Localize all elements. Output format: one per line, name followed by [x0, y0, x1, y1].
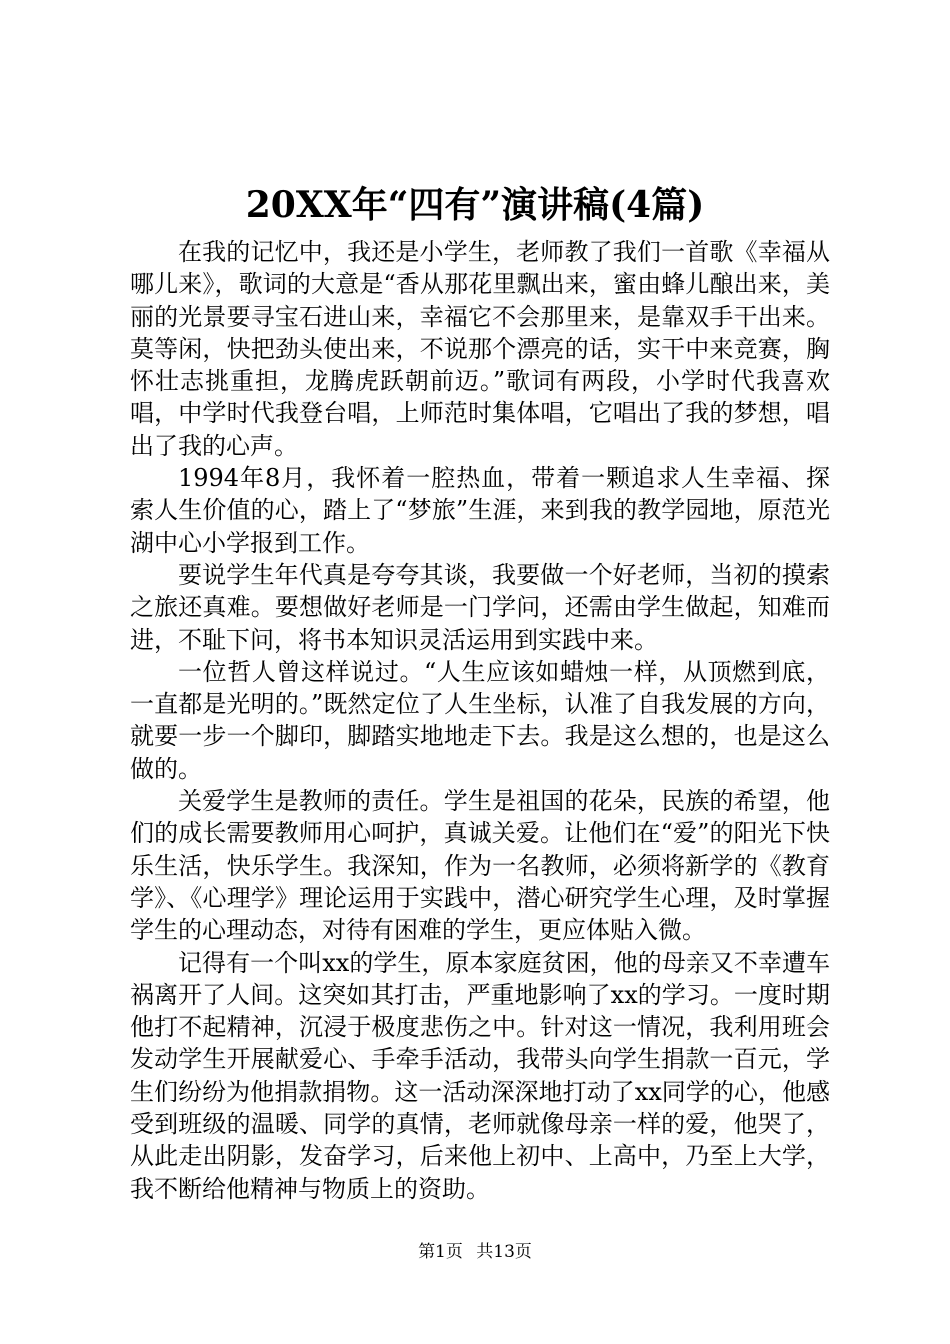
total-pages: 共13页: [476, 1242, 532, 1262]
paragraph-2: 1994年8月，我怀着一腔热血，带着一颗追求人生幸福、探索人生价值的心，踏上了“梦旅”生涯，来到我的教学园地，原范光湖中心小学报到工作。: [130, 464, 830, 557]
document-title: 20XX年“四有”演讲稿(4篇): [245, 184, 705, 226]
document-body: [130, 236, 830, 1205]
paragraph-5: 关爱学生是教师的责任。学生是祖国的花朵，民族的希望，他们的成长需要教师用心呵护，真诚关爱。让他们在“爱”的阳光下快乐生活，快乐学生。我深知，作为一名教师，必须将新学的《教育学》、《心理学》理论运用于实践中，潜心研究学生心理，及时掌握学生的心理动态，对待有困难的学生，更应体贴入微。: [130, 787, 830, 945]
page-number: 第1页: [418, 1242, 463, 1262]
paragraph-1: 在我的记忆中，我还是小学生，老师教了我们一首歌《幸福从哪儿来》，歌词的大意是“香从那花里飘出来，蜜由蜂儿酿出来，美丽的光景要寻宝石进山来，幸福它不会那里来，是靠双手干出来。莫等闲，快把劲头使出来，不说那个漂亮的话，实干中来竞赛，胸怀壮志挑重担，龙腾虎跃朝前迈。”歌词有两段，小学时代我喜欢唱，中学时代我登台唱，上师范时集体唱，它唱出了我的梦想，唱出了我的心声。: [130, 238, 830, 460]
paragraph-3: 要说学生年代真是夸夸其谈，我要做一个好老师，当初的摸索之旅还真难。要想做好老师是一门学问，还需由学生做起，知难而进，不耻下问，将书本知识灵活运用到实践中来。: [130, 560, 830, 654]
paragraph-6: 记得有一个叫xx的学生，原本家庭贫困，他的母亲又不幸遭车祸离开了人间。这突如其打击，严重地影响了xx的学习。一度时期他打不起精神，沉浸于极度悲伤之中。针对这一情况，我利用班会发动学生开展献爱心、手牵手活动，我带头向学生捐款一百元，学生们纷纷为他捐款捐物。这一活动深深地打动了xx同学的心，他感受到班级的温暖、同学的真情，老师就像母亲一样的爱，他哭了，从此走出阴影，发奋学习，后来他上初中、上高中，乃至上大学，我不断给他精神与物质上的资助。: [130, 948, 830, 1203]
paragraph-4: 一位哲人曾这样说过。“人生应该如蜡烛一样，从顶燃到底，一直都是光明的。”既然定位了人生坐标，认准了自我发展的方向，就要一步一个脚印，脚踏实地地走下去。我是这么想的，也是这么做的。: [130, 657, 830, 783]
page-footer: [0, 1240, 950, 1264]
